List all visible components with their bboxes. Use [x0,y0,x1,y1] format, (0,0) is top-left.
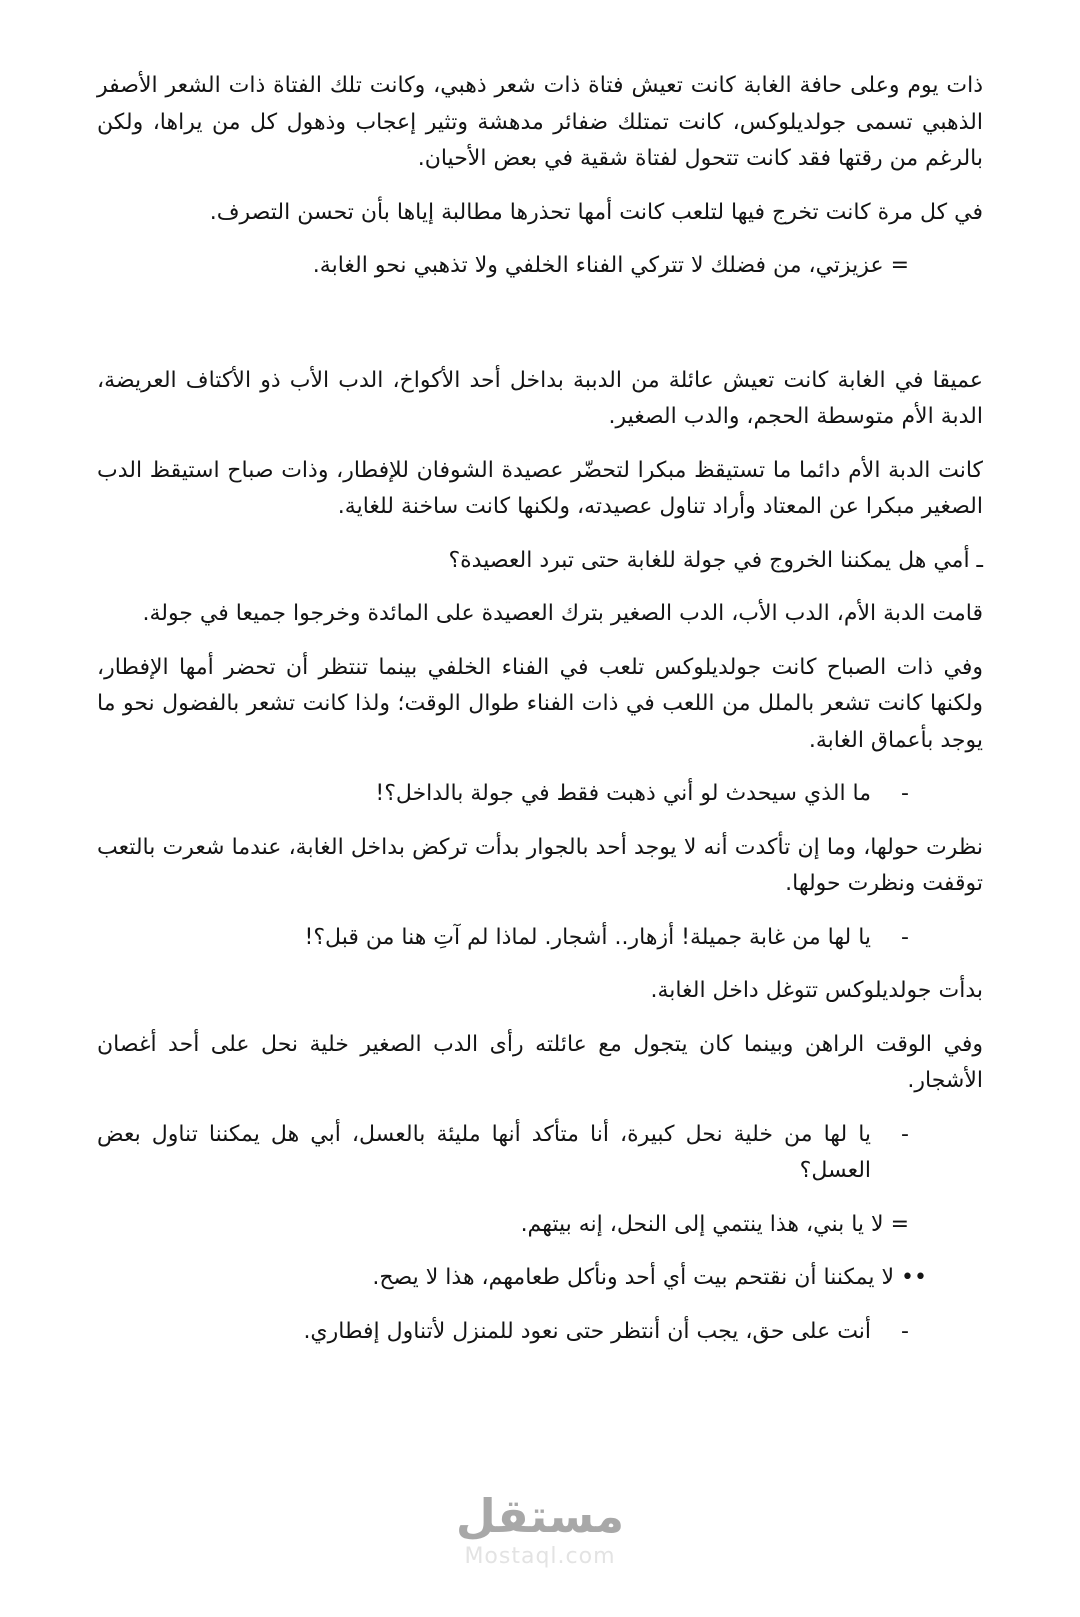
paragraph-text: يا لها من خلية نحل كبيرة، أنا متأكد أنها مليئة بالعسل، أبي هل يمكننا تناول بعض العسل؟ [97,1121,872,1184]
paragraph: عميقا في الغابة كانت تعيش عائلة من الدببة بداخل أحد الأكواخ، الدب الأب ذو الأكتاف العريضة، الدبة الأم متوسطة الحجم، والدب الصغير. [97,367,983,430]
paragraph [97,1314,983,1351]
dialogue-dash-marker: - [901,1318,909,1344]
paragraph: كانت الدبة الأم دائما ما تستيقظ مبكرا لتحضّر عصيدة الشوفان للإفطار، وذات صباح استيقظ الدب الصغير مبكرا عن المعتاد وأراد تناول عصيدته، ولكنها كانت ساخنة للغاية. [97,457,983,520]
paragraph-text: أنت على حق، يجب أن أنتظر حتى نعود للمنزل لأتناول إفطاري. [303,1318,872,1344]
paragraph: وفي الوقت الراهن وبينما كان يتجول مع عائلته رأى الدب الصغير خلية نحل على أحد أغصان الأشجار. [97,1031,983,1094]
paragraph [97,920,983,957]
paragraph-text: يا لها من غابة جميلة! أزهار.. أشجار. لماذا لم آتِ هنا من قبل؟! [304,924,872,950]
paragraph: ذات يوم وعلى حافة الغابة كانت تعيش فتاة ذات شعر ذهبي، وكانت تلك الفتاة ذات الشعر الأصفر الذهبي تسمى جولديلوكس، كانت تمتلك ضفائر مدهشة وتثير إعجاب وذهول كل من يراها، ولكن بالرغم من رقتها فقد كانت تتحول لفتاة شقية في بعض الأحيان. [97,73,983,172]
mostaql-logo: مستقل [455,1489,625,1544]
paragraph: = عزيزتي، من فضلك لا تتركي الفناء الخلفي ولا تذهبي نحو الغابة. [312,253,909,279]
paragraph: = لا يا بني، هذا ينتمي إلى النحل، إنه بيتهم. [520,1211,909,1237]
paragraph: في كل مرة كانت تخرج فيها لتلعب كانت أمها تحذرها مطالبة إياها بأن تحسن التصرف. [209,199,983,225]
paragraph [97,776,983,813]
dialogue-dash-marker: - [901,924,909,950]
paragraph: نظرت حولها، وما إن تأكدت أنه لا يوجد أحد بالجوار بدأت تركض بداخل الغابة، عندما شعرت بالتعب توقفت ونظرت حولها. [97,834,983,897]
dialogue-dash-marker: - [901,1121,909,1147]
mostaql-watermark [0,1491,1080,1569]
paragraph: بدأت جولديلوكس تتوغل داخل الغابة. [650,978,983,1004]
paragraph: ـ أمي هل يمكننا الخروج في جولة للغابة حتى تبرد العصيدة؟ [448,547,983,573]
paragraph: •• لا يمكننا أن نقتحم بيت أي أحد ونأكل طعامهم، هذا لا يصح. [372,1265,927,1291]
story-text-block [97,68,983,1367]
paragraph: قامت الدبة الأم، الدب الأب، الدب الصغير بترك العصيدة على المائدة وخرجوا جميعا في جولة. [142,601,983,627]
dialogue-dash-marker: - [901,781,909,807]
paragraph-text: ما الذي سيحدث لو أني ذهبت فقط في جولة بالداخل؟! [375,781,872,807]
paragraph [97,1117,983,1190]
paragraph: وفي ذات الصباح كانت جولديلوكس تلعب في الفناء الخلفي بينما تنتظر أن تحضر أمها الإفطار، ولكنها كانت تشعر بالملل من اللعب في ذات الفناء طوال الوقت؛ ولذا كانت تشعر بالفضول نحو ما يوجد بأعماق الغابة. [97,654,983,753]
mostaql-site-text: Mostaql.com [464,1544,616,1569]
